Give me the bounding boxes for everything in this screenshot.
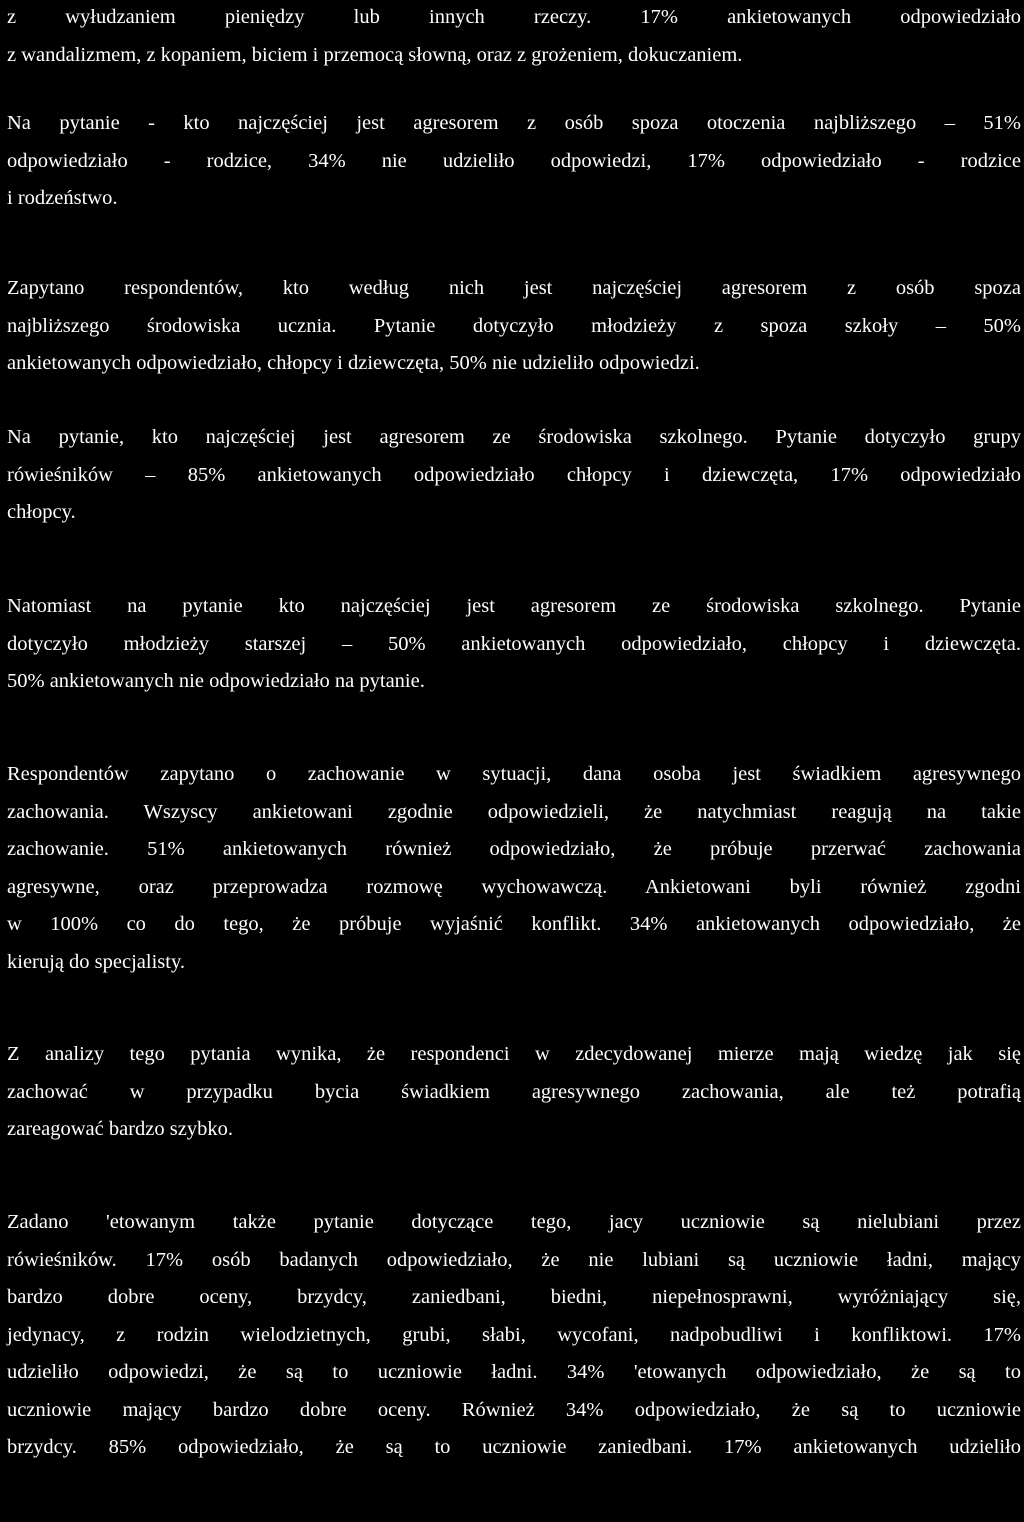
text-line: chłopcy. [7,501,76,523]
text-line: i rodzeństwo. [7,187,118,209]
paragraph [7,0,1021,74]
text-line: najbliższego środowiska ucznia. Pytanie dotyczyło młodzieży z spoza szkoły – 50% [7,314,1021,337]
text-line: Z analizy tego pytania wynika, że respondenci w zdecydowanej mierze mają wiedzę jak się [7,1043,1021,1065]
paragraph [7,588,1021,701]
paragraph [7,105,1021,218]
text-line: 50% ankietowanych nie odpowiedziało na pytanie. [7,670,425,692]
text-line: udzieliło odpowiedzi, że są to uczniowie ładni. 34% 'etowanych odpowiedziało, że są to [7,1361,1021,1383]
text-line: jedynacy, z rodzin wielodzietnych, grubi, słabi, wycofani, nadpobudliwi i konfliktowi. 17% [7,1323,1021,1346]
text-line: rówieśników. 17% osób badanych odpowiedziało, że nie lubiani są uczniowie ładni, mający [7,1248,1021,1271]
paragraph [7,270,1021,383]
paragraph [7,756,1021,981]
text-line: Na pytanie - kto najczęściej jest agresorem z osób spoza otoczenia najbliższego – 51% [7,112,1021,134]
text-line: w 100% co do tego, że próbuje wyjaśnić konflikt. 34% ankietowanych odpowiedziało, że [7,913,1021,935]
text-line: zachowania. Wszyscy ankietowani zgodnie odpowiedzieli, że natychmiast reagują na takie [7,800,1021,823]
text-line: z wyłudzaniem pieniędzy lub innych rzeczy. 17% ankietowanych odpowiedziało [7,6,1021,28]
text-line: Zadano 'etowanym także pytanie dotyczące tego, jacy uczniowie są nielubiani przez [7,1211,1021,1233]
text-line: ankietowanych odpowiedziało, chłopcy i dziewczęta, 50% nie udzieliło odpowiedzi. [7,352,700,374]
text-line: zachować w przypadku bycia świadkiem agresywnego zachowania, ale też potrafią [7,1080,1021,1103]
paragraph [7,1036,1021,1149]
text-line: zachowanie. 51% ankietowanych również odpowiedziało, że próbuje przerwać zachowania [7,838,1021,860]
text-line: rówieśników – 85% ankietowanych odpowiedziało chłopcy i dziewczęta, 17% odpowiedziało [7,463,1021,486]
paragraph [7,419,1021,532]
text-line: Na pytanie, kto najczęściej jest agresorem ze środowiska szkolnego. Pytanie dotyczyło grupy [7,426,1021,448]
document-page [7,0,1021,1522]
text-line: agresywne, oraz przeprowadza rozmowę wychowawczą. Ankietowani byli również zgodni [7,875,1021,898]
text-line: brzydcy. 85% odpowiedziało, że są to uczniowie zaniedbani. 17% ankietowanych udzieliło [7,1436,1021,1458]
text-line: odpowiedziało - rodzice, 34% nie udzieliło odpowiedzi, 17% odpowiedziało - rodzice [7,149,1021,172]
text-line: dotyczyło młodzieży starszej – 50% ankietowanych odpowiedziało, chłopcy i dziewczęta. [7,632,1021,655]
paragraph [7,1204,1021,1467]
text-line: bardzo dobre oceny, brzydcy, zaniedbani, biedni, niepełnosprawni, wyróżniający się, [7,1286,1021,1308]
text-line: zareagować bardzo szybko. [7,1118,233,1140]
text-line: kierują do specjalisty. [7,950,185,973]
text-line: z wandalizmem, z kopaniem, biciem i przemocą słowną, oraz z grożeniem, dokuczaniem. [7,43,743,66]
text-line: Natomiast na pytanie kto najczęściej jest agresorem ze środowiska szkolnego. Pytanie [7,595,1021,617]
text-line: Respondentów zapytano o zachowanie w sytuacji, dana osoba jest świadkiem agresywnego [7,763,1021,785]
text-line: Zapytano respondentów, kto według nich jest najczęściej agresorem z osób spoza [7,277,1021,299]
text-line: uczniowie mający bardzo dobre oceny. Również 34% odpowiedziało, że są to uczniowie [7,1398,1021,1421]
